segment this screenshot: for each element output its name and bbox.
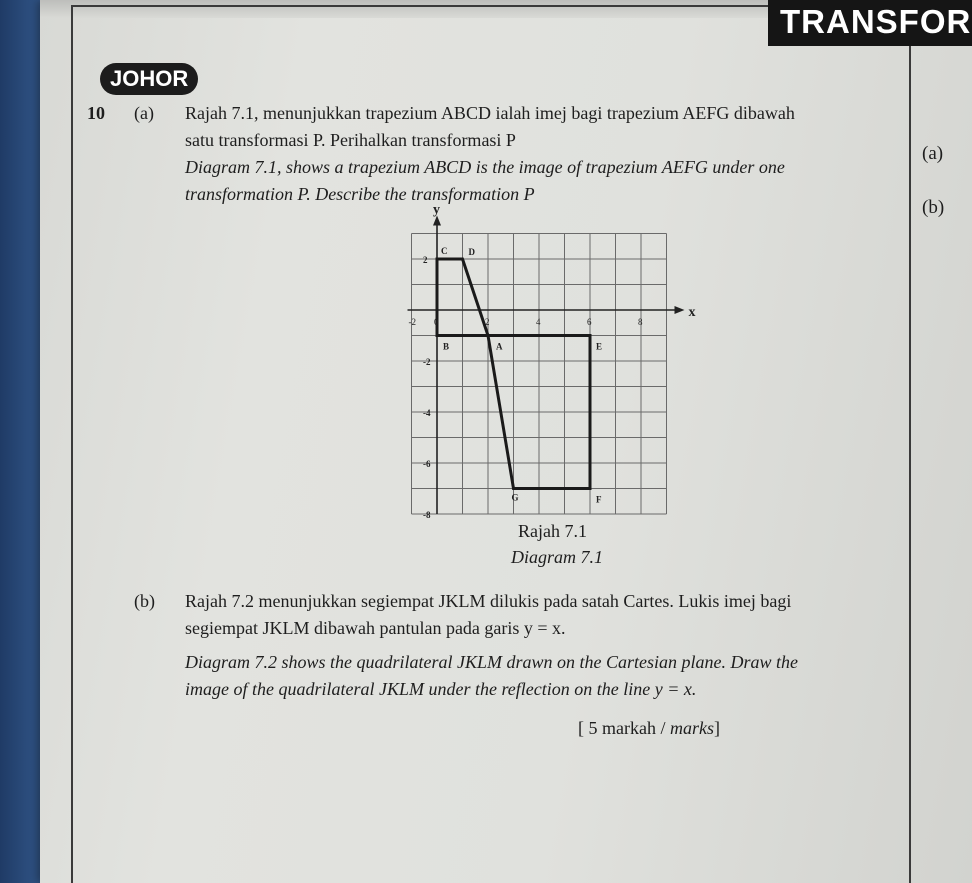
y-tick-label: -6 [423, 459, 431, 469]
marks-close: ] [713, 718, 720, 738]
x-tick-label: 8 [638, 317, 643, 327]
tick-labels [409, 255, 644, 520]
x-tick-label: -2 [408, 317, 416, 327]
x-axis-label: x [688, 305, 696, 320]
side-label-b: (b) [922, 197, 945, 218]
x-tick-label: 6 [587, 317, 592, 327]
side-label-a: (a) [922, 143, 944, 164]
part-b-malay-line1: Rajah 7.2 menunjukkan segiempat JKLM dilukis pada satah Cartes. Lukis imej bagi [185, 591, 792, 611]
question-number: 10 [87, 103, 105, 123]
point-label-d: D [468, 247, 475, 257]
point-label-c: C [441, 246, 448, 256]
part-b-english-line2: image of the quadrilateral JKLM under the reflection on the line y = x. [185, 679, 697, 699]
point-label-f: F [596, 494, 602, 505]
part-b-malay-line2: segiempat JKLM dibawah pantulan pada garis y = x. [185, 618, 566, 638]
part-b-label: (b) [134, 591, 155, 611]
state-badge: JOHOR [100, 63, 198, 95]
y-tick-label: 2 [423, 255, 428, 265]
caption-malay: Rajah 7.1 [518, 521, 587, 541]
part-b-english-line1: Diagram 7.2 shows the quadrilateral JKLM drawn on the Cartesian plane. Draw the [185, 652, 799, 672]
point-label-b: B [443, 341, 450, 352]
topic-banner: TRANSFOR [768, 0, 972, 46]
y-tick-label: -4 [423, 408, 431, 418]
part-a-malay-line2: satu transformasi P. Perihalkan transformasi P [185, 130, 516, 150]
point-label-g: G [511, 492, 519, 503]
x-tick-label: 4 [536, 317, 541, 327]
x-tick-label: 0 [434, 317, 439, 327]
caption-english: Diagram 7.1 [511, 547, 604, 567]
part-a-english-line2: transformation P. Describe the transformation P [185, 184, 535, 204]
marks-indicator [578, 718, 720, 739]
y-tick-label: -8 [423, 510, 431, 520]
part-a-malay-line1: Rajah 7.1, menunjukkan trapezium ABCD ialah imej bagi trapezium AEFG dibawah [185, 103, 795, 123]
point-label-e: E [596, 341, 603, 352]
x-tick-label: 2 [485, 317, 490, 327]
coordinate-diagram [385, 202, 696, 520]
marks-malay: [ 5 markah / [578, 718, 666, 738]
point-label-a: A [496, 341, 503, 352]
marks-english: marks [669, 718, 714, 738]
axes [408, 203, 696, 515]
part-a-english-line1: Diagram 7.1, shows a trapezium ABCD is the image of trapezium AEFG under one [185, 157, 785, 177]
y-axis-label: y [433, 202, 440, 218]
grid [412, 234, 667, 515]
y-tick-label: -2 [423, 357, 431, 367]
part-a-label: (a) [134, 103, 154, 123]
